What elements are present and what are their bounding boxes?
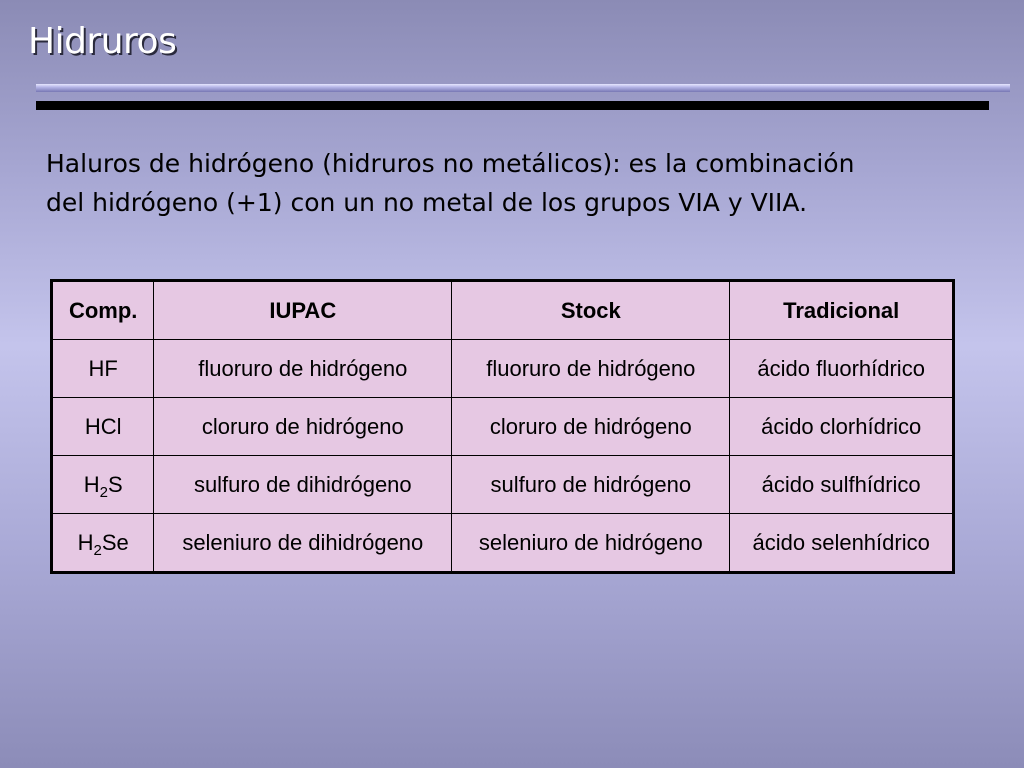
cell-comp	[52, 514, 154, 573]
cell-tradicional: ácido sulfhídrico	[730, 456, 954, 514]
intro-paragraph	[46, 144, 986, 222]
cell-comp	[52, 340, 154, 398]
formula-subscript: 2	[93, 541, 102, 559]
cell-stock: seleniuro de hidrógeno	[452, 514, 730, 573]
table-header-row	[52, 281, 954, 340]
header-tradicional: Tradicional	[730, 281, 954, 340]
table-row	[52, 340, 954, 398]
formula-base: H	[83, 471, 100, 497]
cell-iupac: fluoruro de hidrógeno	[154, 340, 452, 398]
formula-tail: Se	[101, 529, 129, 555]
header-iupac: IUPAC	[154, 281, 452, 340]
slide-title: Hidruros	[28, 21, 177, 62]
hydrides-table	[50, 279, 955, 574]
header-stock: Stock	[452, 281, 730, 340]
cell-stock: sulfuro de hidrógeno	[452, 456, 730, 514]
cell-iupac: sulfuro de dihidrógeno	[154, 456, 452, 514]
title-underline-dark	[36, 101, 989, 110]
formula-base: HCl	[84, 413, 122, 439]
cell-iupac: cloruro de hidrógeno	[154, 398, 452, 456]
table-row	[52, 514, 954, 573]
intro-line-1: Haluros de hidrógeno (hidruros no metálicos): es la combinación	[46, 149, 855, 178]
formula-base: H	[77, 529, 94, 555]
cell-stock: fluoruro de hidrógeno	[452, 340, 730, 398]
cell-tradicional: ácido clorhídrico	[730, 398, 954, 456]
table-row	[52, 456, 954, 514]
formula-tail: S	[107, 471, 123, 497]
cell-comp	[52, 456, 154, 514]
header-comp: Comp.	[52, 281, 154, 340]
cell-iupac: seleniuro de dihidrógeno	[154, 514, 452, 573]
cell-comp	[52, 398, 154, 456]
cell-tradicional: ácido fluorhídrico	[730, 340, 954, 398]
cell-stock: cloruro de hidrógeno	[452, 398, 730, 456]
table-row	[52, 398, 954, 456]
cell-tradicional: ácido selenhídrico	[730, 514, 954, 573]
formula-subscript: 2	[99, 483, 108, 501]
title-underline-light	[36, 84, 1010, 92]
intro-line-2: del hidrógeno (+1) con un no metal de los grupos VIA y VIIA.	[46, 188, 808, 217]
formula-base: HF	[88, 355, 118, 381]
